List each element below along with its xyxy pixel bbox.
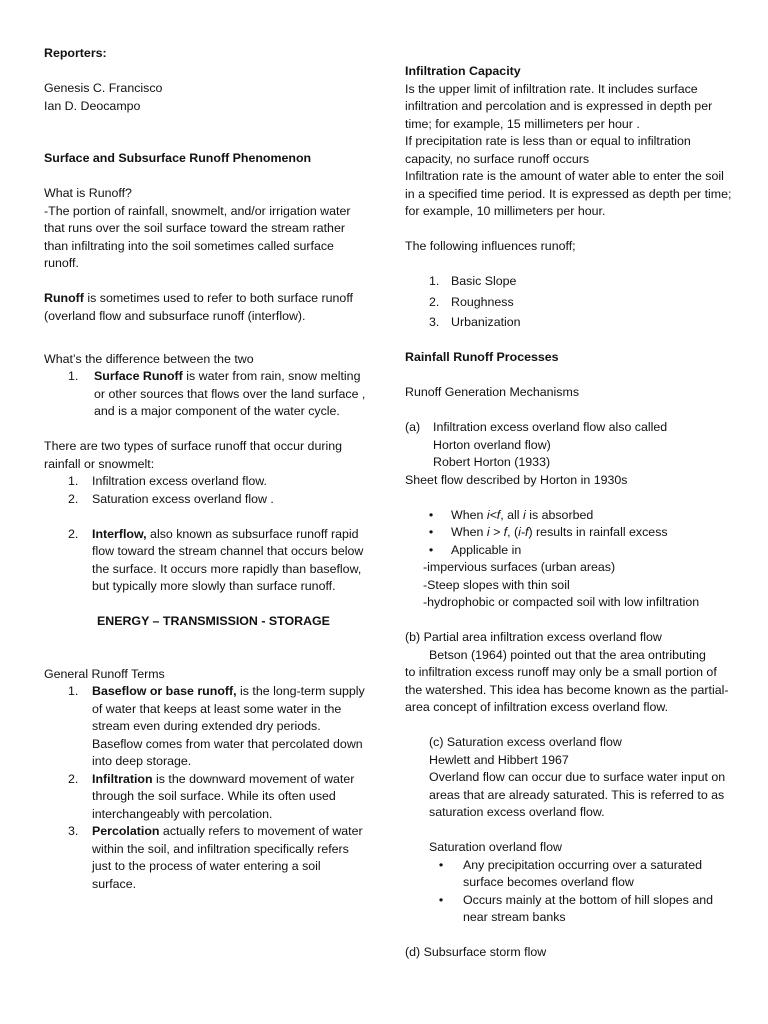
bullet-icon: • xyxy=(428,542,434,557)
mechanism-c xyxy=(405,734,735,927)
list-text: Basic Slope xyxy=(451,274,517,288)
bullet-item xyxy=(429,857,735,892)
math-expr: i xyxy=(522,507,526,522)
list-number: 1. xyxy=(68,474,79,488)
mechanism-b-text: to infiltration excess runoff may only be a small portion of the watershed. This idea has become known as the partial-area concept of infiltration excess overland flow. xyxy=(405,665,729,714)
mechanism-c-text: Overland flow can occur due to surface water input on areas that are already saturated. This is referred to as saturation excess overland flow. xyxy=(429,770,726,819)
math-expr: i > f xyxy=(486,525,508,539)
list-number: 1. xyxy=(68,369,79,383)
processes-title: Rainfall Runoff Processes xyxy=(405,350,559,364)
bullet-item xyxy=(429,892,735,927)
mechanism-d-heading: (d) Subsurface storm flow xyxy=(405,945,547,959)
list-item xyxy=(44,368,366,421)
runoff-term: Runoff xyxy=(44,291,84,305)
list-item xyxy=(44,771,366,824)
interflow-term: Interflow, xyxy=(92,526,147,541)
bullet-text: Occurs mainly at the bottom of hill slopes and near stream banks xyxy=(463,892,713,924)
left-column xyxy=(44,45,366,893)
bullet-text: ) results in rainfall excess xyxy=(528,525,668,539)
mechanism-c-reference: Hewlett and Hibbert 1967 xyxy=(429,752,569,767)
list-item xyxy=(405,294,735,312)
baseflow-term: Baseflow or base runoff, xyxy=(92,684,237,698)
list-item xyxy=(44,526,366,596)
percolation-text: actually refers to movement of water within the soil, and infiltration specifically refers just to the process of water entering a soil surface. xyxy=(92,824,363,891)
applicable-item: -hydrophobic or compacted soil with low infiltration xyxy=(423,595,700,609)
baseflow-text: is the long-term supply of water that keeps at least some water in the stream even during extended dry periods. Baseflow comes from water that percolated down into deep storage. xyxy=(92,684,365,768)
bullet-text: , all xyxy=(500,507,523,522)
document-title: Surface and Subsurface Runoff Phenomenon xyxy=(44,151,312,165)
bullet-text: Any precipitation occurring over a saturated surface becomes overland flow xyxy=(463,857,702,889)
list-number: 1. xyxy=(68,684,79,698)
list-number: 2. xyxy=(68,771,79,786)
reporter-name: Ian D. Deocampo xyxy=(44,98,141,113)
runoff-also-paragraph xyxy=(44,290,366,325)
terms-title: General Runoff Terms xyxy=(44,666,165,681)
infiltration-term: Infiltration xyxy=(92,771,153,786)
influences-intro: The following influences runoff; xyxy=(405,239,576,253)
reporter-name: Genesis C. Francisco xyxy=(44,81,163,95)
list-item xyxy=(405,273,735,291)
applicable-item: -Steep slopes with thin soil xyxy=(423,577,570,592)
bullet-text: Applicable in xyxy=(451,542,522,557)
math-expr: i-f xyxy=(518,525,529,539)
list-item xyxy=(44,683,366,771)
bullet-icon: • xyxy=(428,507,434,522)
surface-runoff-text: is water from rain, snow melting or other sources that flows over the land surface , and is a major component of the water cycle. xyxy=(94,369,366,418)
list-item xyxy=(44,823,366,893)
bullet-text: When xyxy=(451,507,487,522)
runoff-definition: -The portion of rainfall, snowmelt, and/or irrigation water that runs over the soil surface toward the stream rather than infiltrating into the soil sometimes called surface runoff. xyxy=(44,203,351,270)
bullet-icon: • xyxy=(428,525,434,539)
percolation-term: Percolation xyxy=(92,824,160,838)
list-number: 2. xyxy=(429,294,440,309)
bullet-text: When xyxy=(451,525,487,539)
item-label: (a) xyxy=(405,420,421,434)
list-number: 2. xyxy=(68,491,79,506)
mechanism-a-line: Horton overland flow) xyxy=(433,437,551,452)
mechanism-b-text: Betson (1964) pointed out that the area ontributing xyxy=(429,647,706,662)
saturation-title: Saturation overland flow xyxy=(429,840,562,854)
bullet-item xyxy=(405,507,735,525)
capacity-paragraph: Is the upper limit of infiltration rate. It includes surface infiltration and percolation and is expressed in depth per time; for example, 15 millimeters per hour . xyxy=(405,81,713,131)
mechanism-b-heading: (b) Partial area infiltration excess overland flow xyxy=(405,630,662,644)
reporters-label: Reporters: xyxy=(44,46,107,60)
sheet-flow-text: Sheet flow described by Horton in 1930s xyxy=(405,472,628,487)
mechanism-c-heading: (c) Saturation excess overland flow xyxy=(429,735,622,749)
mechanism-a-line: Infiltration excess overland flow also called xyxy=(433,420,668,434)
bullet-icon: • xyxy=(438,857,444,872)
list-number: 3. xyxy=(68,824,79,838)
bullet-text: is absorbed xyxy=(525,507,594,522)
list-text: Saturation excess overland flow . xyxy=(92,491,274,506)
mechanism-a xyxy=(405,419,735,472)
surface-runoff-term: Surface Runoff xyxy=(94,369,183,383)
right-column xyxy=(405,63,735,962)
list-text: Infiltration excess overland flow. xyxy=(92,474,267,488)
difference-question: What’s the difference between the two xyxy=(44,351,254,366)
math-expr: i<f xyxy=(486,507,501,522)
bullet-text: , ( xyxy=(507,525,519,539)
mechanisms-title: Runoff Generation Mechanisms xyxy=(405,385,580,399)
list-item xyxy=(44,473,366,491)
list-text: Roughness xyxy=(451,294,514,309)
list-item xyxy=(44,491,366,509)
capacity-paragraph: Infiltration rate is the amount of water able to enter the soil in a specified time period. It is expressed as depth per time; for example, 10 millimeters per hour. xyxy=(405,169,732,218)
mechanism-a-line: Robert Horton (1933) xyxy=(433,455,551,469)
infiltration-text: is the downward movement of water through the soil surface. While its often used interchangeably with percolation. xyxy=(92,771,355,821)
capacity-title: Infiltration Capacity xyxy=(405,64,521,78)
list-text: Urbanization xyxy=(451,315,521,329)
list-number: 1. xyxy=(429,274,440,288)
energy-heading: ENERGY – TRANSMISSION - STORAGE xyxy=(97,614,330,628)
bullet-icon: • xyxy=(438,892,444,907)
capacity-paragraph: If precipitation rate is less than or equal to infiltration capacity, no surface runoff occurs xyxy=(405,134,691,166)
interflow-text: also known as subsurface runoff rapid flow toward the stream channel that occurs below the surface. It occurs more rapidly than baseflow, but typically more slowly than surface runoff. xyxy=(92,526,364,593)
bullet-item xyxy=(405,542,735,560)
list-number: 3. xyxy=(429,315,440,329)
types-intro: There are two types of surface runoff that occur during rainfall or snowmelt: xyxy=(44,439,342,471)
list-number: 2. xyxy=(68,526,79,541)
runoff-also-text: is sometimes used to refer to both surface runoff (overland flow and subsurface runoff (interflow). xyxy=(44,291,353,323)
bullet-item xyxy=(405,524,735,542)
applicable-item: -impervious surfaces (urban areas) xyxy=(423,560,616,574)
list-item xyxy=(405,314,735,332)
question-runoff: What is Runoff? xyxy=(44,186,132,200)
